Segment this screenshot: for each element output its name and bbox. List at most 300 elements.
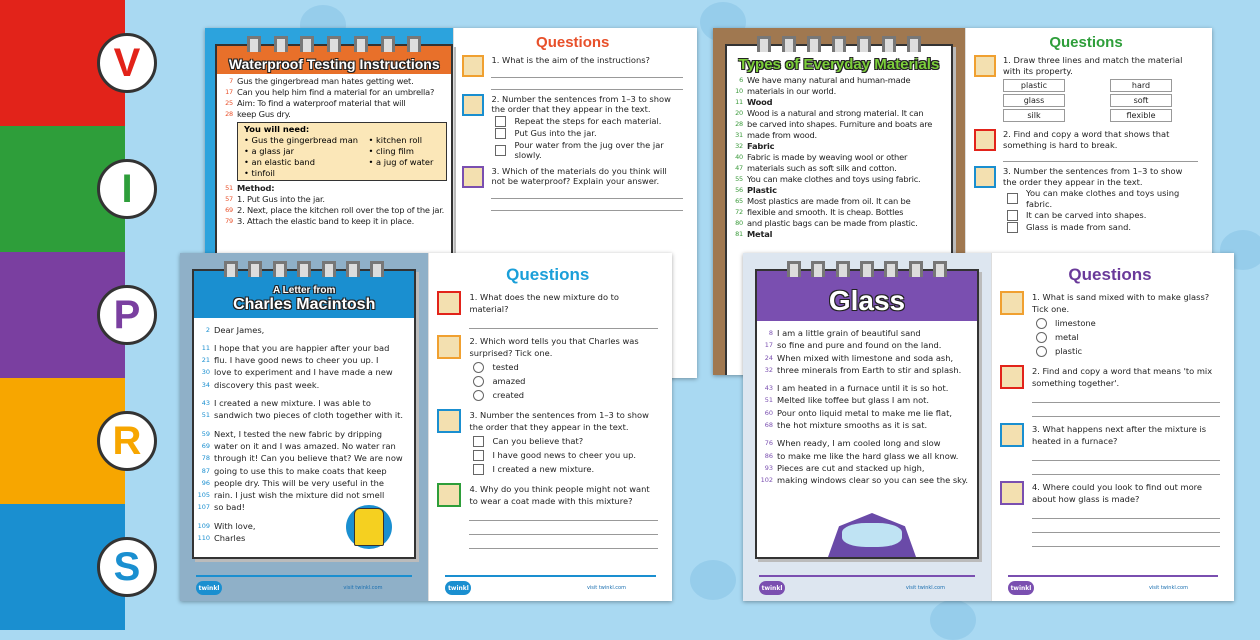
word-count: 96 xyxy=(201,478,210,487)
match-material[interactable]: glass xyxy=(1003,94,1065,107)
text-line xyxy=(217,109,451,120)
checkbox[interactable] xyxy=(1007,222,1018,233)
binder-ring xyxy=(322,261,336,277)
word-count: 28 xyxy=(735,120,743,128)
matching-table xyxy=(1003,79,1198,122)
vipers-letter-i: I xyxy=(97,159,157,219)
option xyxy=(473,389,658,401)
question-2 xyxy=(1000,481,1220,547)
text-line xyxy=(727,108,951,119)
line-text: so fine and pure and found on the land. xyxy=(777,340,942,351)
vipers-letter-p: P xyxy=(97,285,157,345)
line-text: Pieces are cut and stacked up high, xyxy=(777,462,925,473)
binder-ring xyxy=(327,36,341,52)
text-line xyxy=(757,352,977,364)
line-text: With love, xyxy=(214,520,256,531)
word-count: 86 xyxy=(764,451,773,460)
text-panel xyxy=(180,253,428,601)
footer xyxy=(196,575,412,595)
word-count: 11 xyxy=(735,98,743,106)
word-count: 81 xyxy=(735,230,743,238)
answer-line[interactable] xyxy=(469,507,658,521)
text-line xyxy=(727,86,951,97)
radio-button[interactable] xyxy=(1036,346,1047,357)
text-line xyxy=(194,440,414,452)
radio-button[interactable] xyxy=(473,376,484,387)
binder-ring xyxy=(346,261,360,277)
text-line xyxy=(757,339,977,351)
answer-line[interactable] xyxy=(491,66,683,78)
option-label: tested xyxy=(492,362,519,372)
text-line xyxy=(757,382,977,394)
word-count: 69 xyxy=(201,441,210,450)
word-count: 60 xyxy=(764,408,773,417)
character-avatar xyxy=(974,166,996,188)
word-count: 20 xyxy=(735,109,743,117)
character-avatar xyxy=(1000,423,1024,447)
text-line xyxy=(727,163,951,174)
checkbox[interactable] xyxy=(473,436,484,447)
option xyxy=(1007,222,1198,233)
question-text: 1. What does the new mixture do to material? xyxy=(469,292,619,314)
option xyxy=(1007,210,1198,221)
needs-title: You will need: xyxy=(244,124,310,134)
line-text: be carved into shapes. Furniture and boats are xyxy=(747,119,933,129)
word-count: 25 xyxy=(225,99,233,107)
answer-line[interactable] xyxy=(469,521,658,535)
line-text: Most plastics are made from oil. It can be xyxy=(747,196,911,206)
line-text: going to use this to make coats that keep xyxy=(214,465,387,476)
text-line xyxy=(757,407,977,419)
footer xyxy=(445,575,656,595)
option-label: created xyxy=(492,390,525,400)
text-line xyxy=(727,97,951,108)
line-text: Charles xyxy=(214,533,246,544)
text-line xyxy=(727,152,951,163)
answer-line[interactable] xyxy=(1032,519,1220,533)
word-count: 30 xyxy=(201,368,210,377)
text-line xyxy=(217,194,451,205)
word-count: 68 xyxy=(764,421,773,430)
line-text: Gus the gingerbread man hates getting wet. xyxy=(237,76,414,86)
binder-ring xyxy=(354,36,368,52)
line-text: When ready, I am cooled long and slow xyxy=(777,438,941,449)
line-text: love to experiment and I have made a new xyxy=(214,367,393,378)
questions-title: Questions xyxy=(536,34,610,51)
text-line xyxy=(727,174,951,185)
questions-title: Questions xyxy=(1068,265,1152,284)
question-text: 1. What is sand mixed with to make glass? Tick one. xyxy=(1031,292,1210,314)
binder-ring xyxy=(248,261,262,277)
character-avatar xyxy=(437,335,461,359)
word-count: 69 xyxy=(225,206,233,214)
line-text: Fabric xyxy=(747,141,775,151)
website-link[interactable]: visit twinkl.com xyxy=(343,585,383,591)
word-count: 43 xyxy=(764,384,773,393)
text-line xyxy=(217,183,451,194)
you-will-need-box xyxy=(237,122,447,181)
questions-panel xyxy=(428,253,672,601)
footer xyxy=(1008,575,1218,595)
text-panel xyxy=(743,253,991,601)
match-gap xyxy=(1065,109,1110,122)
line-text: discovery this past week. xyxy=(214,379,320,390)
question-1 xyxy=(1000,423,1220,475)
character-avatar xyxy=(1000,481,1024,505)
character-avatar xyxy=(1000,291,1024,315)
word-count: 78 xyxy=(201,454,210,463)
binder-ring xyxy=(907,36,921,52)
question-0 xyxy=(462,55,683,90)
worksheet-letter xyxy=(180,253,672,601)
line-text: Fabric is made by weaving wool or other xyxy=(747,152,908,162)
option xyxy=(1036,331,1220,343)
match-material[interactable]: plastic xyxy=(1003,79,1065,92)
text-line xyxy=(217,216,451,227)
line-text: so bad! xyxy=(214,502,245,513)
question-1 xyxy=(437,409,658,477)
checkbox[interactable] xyxy=(495,128,506,139)
line-text: three minerals from Earth to stir and splash. xyxy=(777,364,962,375)
vipers-strip xyxy=(0,0,142,630)
line-text: through it! Can you believe that? We are now xyxy=(214,453,403,464)
text-line xyxy=(194,397,414,409)
text-line xyxy=(194,477,414,489)
line-text: When mixed with limestone and soda ash, xyxy=(777,352,954,363)
questions-title: Questions xyxy=(506,265,590,284)
checkbox[interactable] xyxy=(473,464,484,475)
word-count: 51 xyxy=(225,184,233,192)
binder-ring xyxy=(860,261,874,277)
word-count: 87 xyxy=(201,466,210,475)
option-label: I created a new mixture. xyxy=(492,464,595,474)
word-count: 51 xyxy=(201,411,210,420)
line-text: to make me like the hard glass we all know. xyxy=(777,450,959,461)
text-line xyxy=(727,207,951,218)
word-count: 11 xyxy=(201,343,210,352)
match-material[interactable]: silk xyxy=(1003,109,1065,122)
binder-ring xyxy=(381,36,395,52)
text-title: Charles Macintosh xyxy=(233,296,376,313)
line-text: keep Gus dry. xyxy=(237,109,291,119)
text-line xyxy=(757,419,977,431)
option xyxy=(1036,345,1220,357)
binder-ring xyxy=(247,36,261,52)
option-label: Repeat the steps for each material. xyxy=(514,115,662,126)
answer-line[interactable] xyxy=(1032,461,1220,475)
vipers-letter-v: V xyxy=(97,33,157,93)
option-label: It can be carved into shapes. xyxy=(1026,210,1147,221)
match-gap xyxy=(1065,79,1110,92)
word-count: 40 xyxy=(735,153,743,161)
text-line xyxy=(217,205,451,216)
text-line xyxy=(757,462,977,474)
answer-line[interactable] xyxy=(491,187,683,199)
twinkl-logo: twinkl xyxy=(445,581,471,595)
text-line xyxy=(194,366,414,378)
twinkl-logo: twinkl xyxy=(1008,581,1034,595)
character-avatar xyxy=(437,409,461,433)
word-count: 107 xyxy=(197,503,210,512)
text-line xyxy=(727,141,951,152)
question-text: 2. Which word tells you that Charles was surprised? Tick one. xyxy=(469,336,639,358)
binder-ring xyxy=(909,261,923,277)
binder-ring xyxy=(782,36,796,52)
text-line xyxy=(194,452,414,464)
option-label: Put Gus into the jar. xyxy=(514,127,597,138)
binder-ring xyxy=(224,261,238,277)
line-text: I hope that you are happier after your bad xyxy=(214,342,390,353)
question-3 xyxy=(974,129,1198,162)
checkbox[interactable] xyxy=(1007,210,1018,221)
question-text: 3. What happens next after the mixture is heated in a furnace? xyxy=(1031,424,1207,446)
checkbox[interactable] xyxy=(495,145,506,156)
text-line xyxy=(757,394,977,406)
question-text: 4. Where could you look to find out more about how glass is made? xyxy=(1031,482,1203,504)
text-line xyxy=(217,87,451,98)
line-text: Wood is a natural and strong material. It can xyxy=(747,108,924,118)
question-0 xyxy=(437,335,658,403)
line-text: Method: xyxy=(237,183,275,193)
answer-line[interactable] xyxy=(1003,150,1198,162)
answer-line[interactable] xyxy=(1032,505,1220,519)
word-count: 57 xyxy=(225,195,233,203)
answer-line[interactable] xyxy=(1032,389,1220,403)
text-line xyxy=(217,76,451,87)
binder-ring xyxy=(807,36,821,52)
website-link[interactable]: visit twinkl.com xyxy=(586,585,626,591)
question-1 xyxy=(974,166,1198,234)
word-count: 55 xyxy=(735,175,743,183)
question-1 xyxy=(462,94,683,162)
option-label: amazed xyxy=(492,376,526,386)
word-count: 31 xyxy=(735,131,743,139)
option-label: Glass is made from sand. xyxy=(1026,222,1132,233)
option xyxy=(473,435,658,447)
word-count: 6 xyxy=(739,76,743,84)
line-text: I created a new mixture. I was able to xyxy=(214,398,371,409)
line-text: materials such as soft silk and cotton. xyxy=(747,163,897,173)
text-line xyxy=(194,489,414,501)
word-count: 7 xyxy=(229,77,233,85)
material-item: • tinfoil xyxy=(244,168,275,178)
word-count: 79 xyxy=(225,217,233,225)
question-text: 2. Find and copy a word that shows that something is hard to break. xyxy=(1003,129,1170,150)
line-text: made from wood. xyxy=(747,130,817,140)
word-count: 28 xyxy=(225,110,233,118)
line-text: people dry. This will be very useful in the xyxy=(214,477,384,488)
line-text: rain. I just wish the mixture did not smell xyxy=(214,490,385,501)
line-text: flexible and smooth. It is cheap. Bottles xyxy=(747,207,904,217)
text-line xyxy=(727,185,951,196)
word-count: 72 xyxy=(735,208,743,216)
material-item: • Gus the gingerbread man xyxy=(244,135,359,145)
line-text: 1. Put Gus into the jar. xyxy=(237,194,325,204)
character-avatar xyxy=(437,483,461,507)
answer-line[interactable] xyxy=(469,315,658,329)
line-text: We have many natural and human-made xyxy=(747,75,911,85)
word-count: 56 xyxy=(735,186,743,194)
word-count: 24 xyxy=(764,353,773,362)
text-line xyxy=(727,75,951,86)
line-text: the hot mixture smooths as it is sat. xyxy=(777,420,928,431)
binder-ring xyxy=(933,261,947,277)
line-text: Pour onto liquid metal to make me lie flat, xyxy=(777,407,952,418)
match-property[interactable]: soft xyxy=(1110,94,1172,107)
binder-ring xyxy=(832,36,846,52)
answer-line[interactable] xyxy=(1032,533,1220,547)
binder-ring xyxy=(811,261,825,277)
question-text: 2. Number the sentences from 1–3 to show the order that they appear in the text. xyxy=(491,93,671,114)
vipers-letter-s: S xyxy=(97,537,157,597)
word-count: 65 xyxy=(735,197,743,205)
match-property[interactable]: flexible xyxy=(1110,109,1172,122)
checkbox[interactable] xyxy=(473,450,484,461)
line-text: I am heated in a furnace until it is so hot. xyxy=(777,383,949,394)
binder-ring xyxy=(787,261,801,277)
question-2 xyxy=(462,166,683,211)
option xyxy=(1036,317,1220,329)
text-line xyxy=(727,196,951,207)
option xyxy=(495,116,683,127)
word-count: 76 xyxy=(764,439,773,448)
question-text: 3. Number the sentences from 1–3 to show the order they appear in the text. xyxy=(1003,166,1183,187)
answer-line[interactable] xyxy=(491,78,683,90)
character-avatar xyxy=(462,166,484,188)
line-text: Metal xyxy=(747,229,773,239)
question-0 xyxy=(974,55,1198,125)
line-text: 3. Attach the elastic band to keep it in place. xyxy=(237,216,415,226)
option-label: Can you believe that? xyxy=(492,436,584,446)
vipers-letter-r: R xyxy=(97,411,157,471)
line-text: I am a little grain of beautiful sand xyxy=(777,328,921,338)
line-text: Next, I tested the new fabric by dripping xyxy=(214,428,383,439)
line-text: flu. I have good news to cheer you up. I xyxy=(214,355,379,366)
text-line xyxy=(194,428,414,440)
match-property[interactable]: hard xyxy=(1110,79,1172,92)
text-title: Types of Everyday Materials xyxy=(738,56,940,73)
questions-panel xyxy=(991,253,1234,601)
question-text: 1. What is the aim of the instructions? xyxy=(491,55,650,65)
line-text: and plastic bags can be made from plastic. xyxy=(747,218,918,228)
radio-button[interactable] xyxy=(1036,318,1047,329)
word-count: 109 xyxy=(197,521,210,530)
line-text: Aim: To find a waterproof material that will xyxy=(237,98,406,108)
answer-line[interactable] xyxy=(1032,403,1220,417)
option-label: I have good news to cheer you up. xyxy=(492,450,637,460)
answer-line[interactable] xyxy=(1032,447,1220,461)
website-link[interactable]: visit twinkl.com xyxy=(905,585,945,591)
text-title: Glass xyxy=(757,271,977,321)
text-line xyxy=(757,364,977,376)
worksheet-glass xyxy=(743,253,1234,601)
character-avatar xyxy=(1000,365,1024,389)
text-line xyxy=(194,379,414,391)
character-avatar xyxy=(974,55,996,77)
question-4 xyxy=(437,483,658,549)
character-avatar xyxy=(462,94,484,116)
match-gap xyxy=(1065,94,1110,107)
word-count: 102 xyxy=(760,476,773,485)
question-3 xyxy=(437,291,658,329)
glass-image xyxy=(817,513,927,557)
twinkl-logo: twinkl xyxy=(759,581,785,595)
word-count: 47 xyxy=(735,164,743,172)
option xyxy=(473,375,658,387)
radio-button[interactable] xyxy=(473,390,484,401)
line-text: You can make clothes and toys using fabric. xyxy=(747,174,921,184)
answer-line[interactable] xyxy=(491,199,683,211)
binder-ring xyxy=(407,36,421,52)
radio-button[interactable] xyxy=(1036,332,1047,343)
line-text: making windows clear so you can see the sky. xyxy=(777,475,969,486)
radio-button[interactable] xyxy=(473,362,484,373)
word-count: 2 xyxy=(205,325,210,334)
material-item: • cling film xyxy=(368,146,414,156)
word-count: 17 xyxy=(225,88,233,96)
option xyxy=(1007,188,1198,209)
text-line xyxy=(757,437,977,449)
option xyxy=(495,140,683,161)
binder-ring xyxy=(857,36,871,52)
material-item: • an elastic band xyxy=(244,157,315,167)
title-small: A Letter from xyxy=(273,285,336,296)
question-text: 3. Which of the materials do you think will not be waterproof? Explain your answer. xyxy=(491,165,667,186)
answer-line[interactable] xyxy=(469,535,658,549)
checkbox[interactable] xyxy=(495,116,506,127)
word-count: 110 xyxy=(197,534,210,543)
question-3 xyxy=(1000,365,1220,417)
text-line xyxy=(727,119,951,130)
option-label: plastic xyxy=(1054,346,1083,356)
questions-title: Questions xyxy=(1049,34,1123,51)
word-count: 59 xyxy=(201,429,210,438)
line-text: Wood xyxy=(747,97,773,107)
text-line xyxy=(194,324,414,336)
twinkl-logo: twinkl xyxy=(196,581,222,595)
question-0 xyxy=(1000,291,1220,359)
binder-ring xyxy=(273,261,287,277)
line-text: 2. Next, place the kitchen roll over the top of the jar. xyxy=(237,205,445,215)
text-line xyxy=(194,465,414,477)
line-text: Plastic xyxy=(747,185,777,195)
line-text: Melted like toffee but glass I am not. xyxy=(777,395,930,406)
word-count: 34 xyxy=(201,380,210,389)
website-link[interactable]: visit twinkl.com xyxy=(1148,585,1188,591)
material-item: • kitchen roll xyxy=(368,135,423,145)
word-count: 105 xyxy=(197,491,210,500)
question-text: 1. Draw three lines and match the material with its property. xyxy=(1003,55,1183,76)
binder-ring xyxy=(300,36,314,52)
text-line xyxy=(194,342,414,354)
text-line xyxy=(727,218,951,229)
word-count: 17 xyxy=(764,341,773,350)
option xyxy=(473,449,658,461)
option-label: metal xyxy=(1054,332,1079,342)
text-line xyxy=(194,409,414,421)
checkbox[interactable] xyxy=(1007,193,1018,204)
option-label: limestone xyxy=(1054,318,1096,328)
character-avatar xyxy=(462,55,484,77)
binder-ring xyxy=(882,36,896,52)
word-count: 32 xyxy=(735,142,743,150)
question-text: 3. Number the sentences from 1–3 to show the order that they appear in the text. xyxy=(469,410,649,432)
text-line xyxy=(727,130,951,141)
option-label: Pour water from the jug over the jar slowly. xyxy=(514,139,664,160)
word-count: 43 xyxy=(201,399,210,408)
option xyxy=(473,361,658,373)
option xyxy=(473,463,658,475)
